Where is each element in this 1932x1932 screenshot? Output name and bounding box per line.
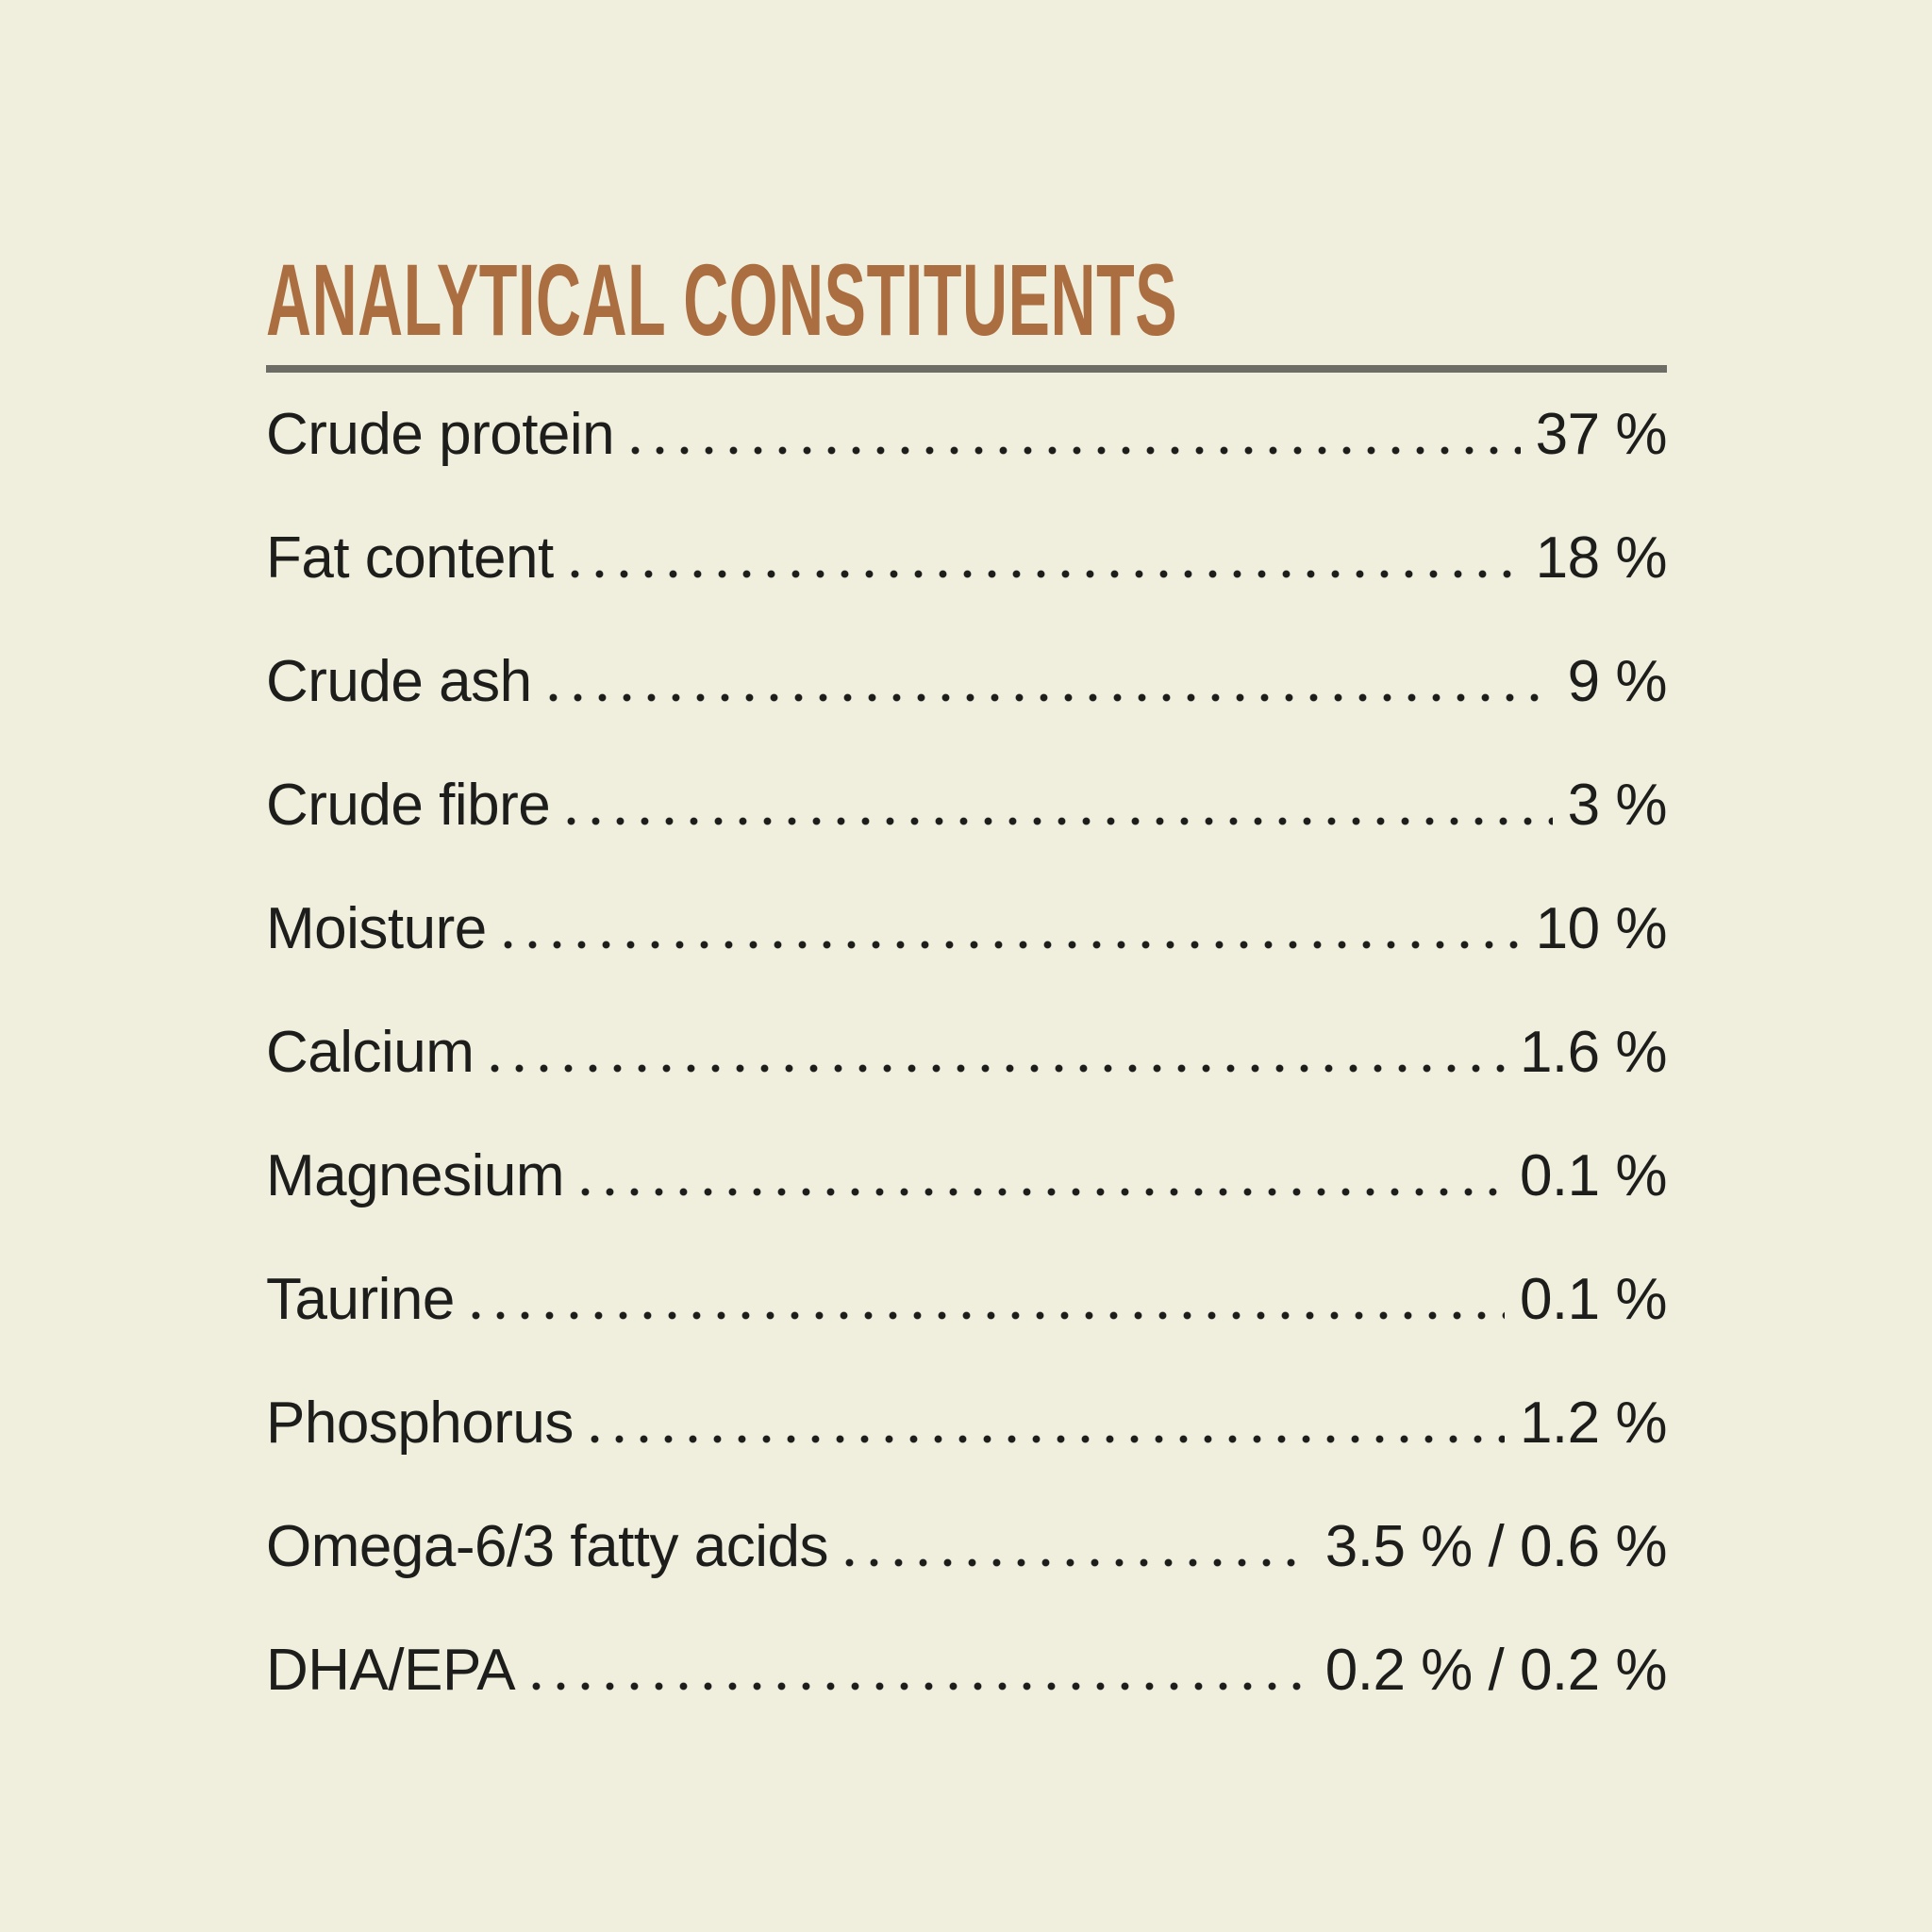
dot-leader [591,1435,1505,1443]
constituent-value: 10 % [1535,896,1667,961]
constituent-label: Crude protein [266,402,615,467]
constituent-label: Crude fibre [266,773,551,838]
dot-leader [567,817,1552,825]
constituent-label: Fat content [266,525,554,591]
table-row [266,1608,1667,1732]
section-title-text: ANALYTICAL CONSTITUENTS [266,242,1178,357]
constituent-value: 0.1 % [1519,1267,1667,1332]
title-divider [266,365,1667,373]
constituent-label: Crude ash [266,649,532,714]
constituents-table [266,373,1667,1732]
constituent-value: 3 % [1567,773,1667,838]
dot-leader [571,570,1521,578]
table-row [266,1485,1667,1608]
dot-leader [549,693,1553,702]
table-row [266,991,1667,1114]
table-row [266,867,1667,991]
constituent-value: 18 % [1535,525,1667,591]
constituent-label: Moisture [266,896,487,961]
table-row [266,1238,1667,1361]
constituent-label: DHA/EPA [266,1638,516,1703]
analytical-constituents-section [266,242,1667,1732]
constituent-value: 37 % [1535,402,1667,467]
dot-leader [491,1064,1505,1073]
constituent-value: 1.6 % [1519,1020,1667,1085]
table-row [266,373,1667,496]
constituent-value: 3.5 % / 0.6 % [1324,1514,1667,1579]
dot-leader [581,1188,1505,1196]
constituent-label: Omega-6/3 fatty acids [266,1514,828,1579]
constituent-value: 9 % [1567,649,1667,714]
section-title [266,242,1667,357]
dot-leader [472,1311,1505,1320]
dot-leader [532,1682,1310,1690]
table-row [266,743,1667,867]
constituent-value: 0.2 % / 0.2 % [1324,1638,1667,1703]
constituent-label: Phosphorus [266,1391,574,1456]
constituent-label: Calcium [266,1020,475,1085]
dot-leader [845,1558,1310,1567]
table-row [266,1114,1667,1238]
dot-leader [504,941,1521,949]
dot-leader [631,446,1521,455]
constituent-value: 1.2 % [1519,1391,1667,1456]
constituent-label: Magnesium [266,1143,564,1208]
constituent-value: 0.1 % [1519,1143,1667,1208]
constituent-label: Taurine [266,1267,455,1332]
table-row [266,496,1667,620]
table-row [266,620,1667,743]
table-row [266,1361,1667,1485]
